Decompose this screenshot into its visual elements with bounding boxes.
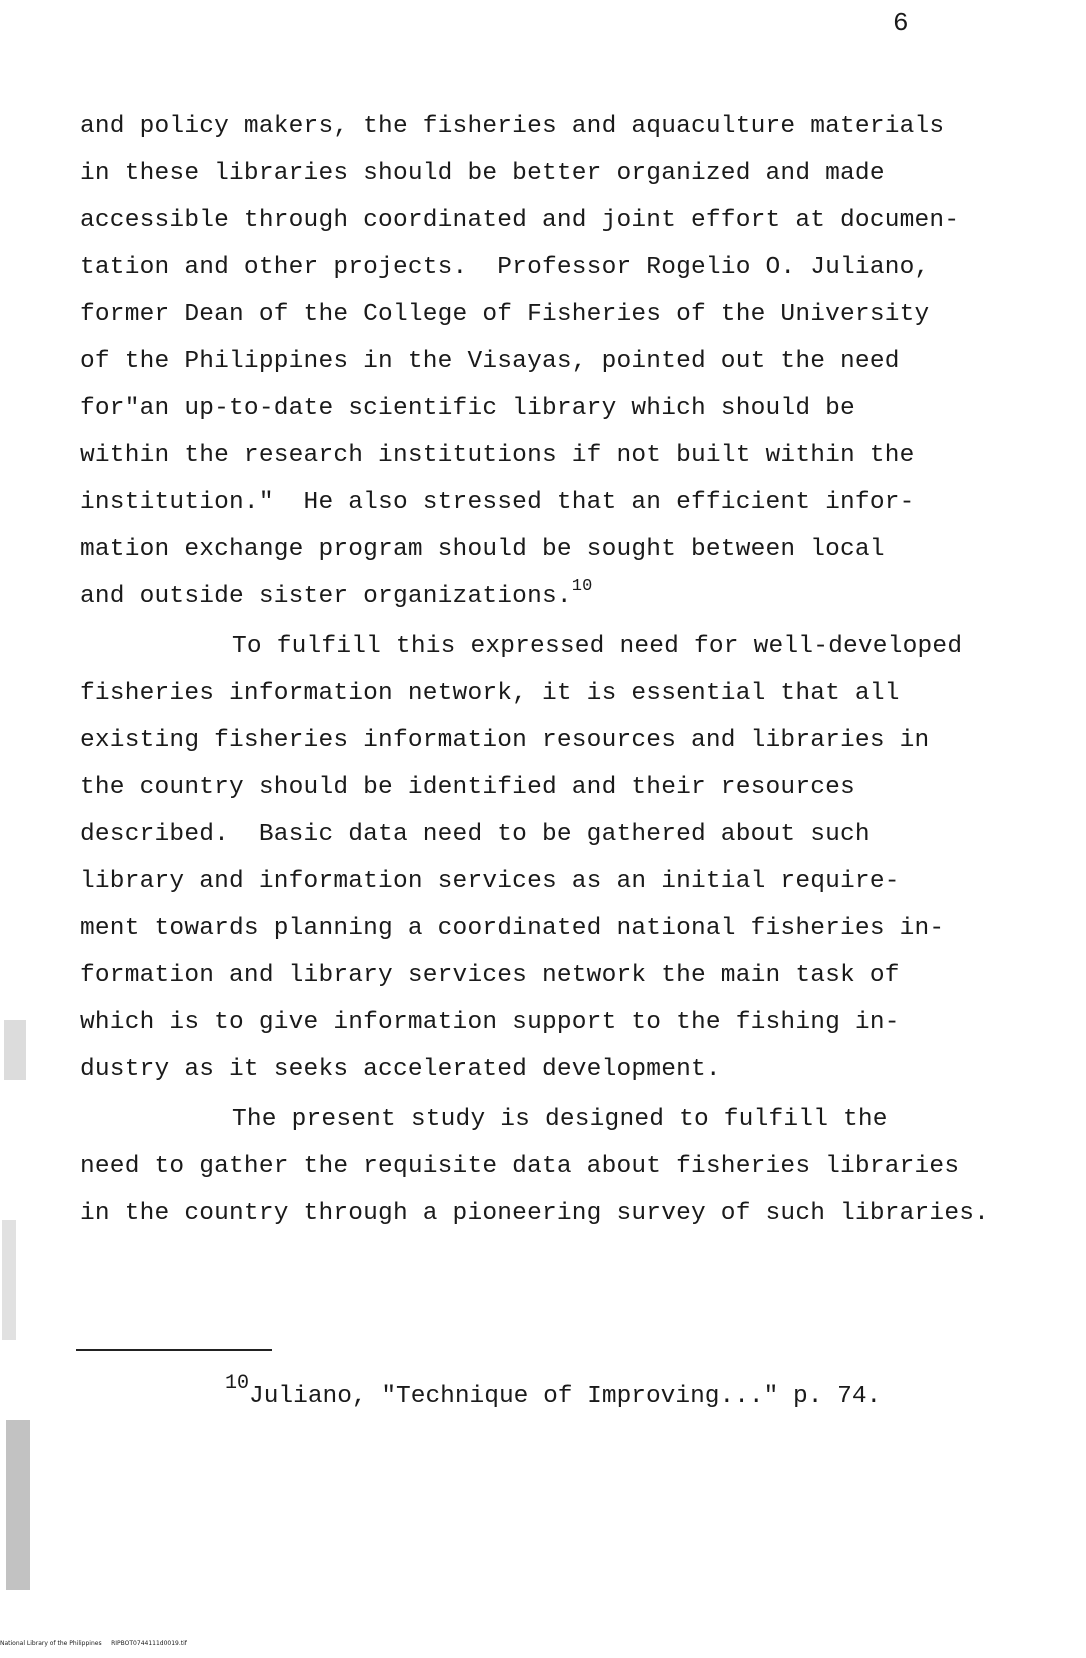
- text-line: for"an up-to-date scientific library which should be: [80, 395, 855, 422]
- text-line: The present study is designed to fulfill the: [232, 1106, 888, 1133]
- text-line: To fulfill this expressed need for well-developed: [232, 633, 963, 660]
- text-line: mation exchange program should be sought between local: [80, 536, 885, 563]
- text-line: ment towards planning a coordinated national fisheries in-: [80, 915, 945, 942]
- footnote: [225, 1372, 882, 1410]
- text-line: in the country through a pioneering survey of such libraries.: [80, 1200, 990, 1227]
- text-line: which is to give information support to the fishing in-: [80, 1009, 900, 1036]
- text-line: existing fisheries information resources and libraries in: [80, 727, 930, 754]
- text-line: described. Basic data need to be gathered about such: [80, 821, 870, 848]
- scan-artifact: [0, 1020, 42, 1590]
- text-line: accessible through coordinated and joint effort at documen-: [80, 207, 960, 234]
- text-line: and outside sister organizations.: [80, 583, 572, 610]
- text-line: the country should be identified and their resources: [80, 774, 855, 801]
- text-line: fisheries information network, it is essential that all: [80, 680, 900, 707]
- text-line: former Dean of the College of Fisheries of the University: [80, 301, 930, 328]
- text-line: of the Philippines in the Visayas, pointed out the need: [80, 348, 900, 375]
- text-line-with-ref: [80, 577, 593, 614]
- footnote-reference: 10: [571, 577, 593, 596]
- text-line: dustry as it seeks accelerated development.: [80, 1056, 721, 1083]
- footnote-text: Juliano, "Technique of Improving..." p. 74.: [249, 1383, 882, 1410]
- scan-footer: National Library of the Philippines RIPBOT0744111d0019.tif: [0, 1640, 187, 1647]
- text-line: institution." He also stressed that an efficient infor-: [80, 489, 915, 516]
- page-number: 6: [893, 8, 909, 38]
- text-line: formation and library services network the main task of: [80, 962, 900, 989]
- text-line: library and information services as an initial require-: [80, 868, 900, 895]
- text-line: need to gather the requisite data about fisheries libraries: [80, 1153, 960, 1180]
- text-line: in these libraries should be better organized and made: [80, 160, 885, 187]
- footnote-number: 10: [225, 1372, 250, 1395]
- text-line: within the research institutions if not built within the: [80, 442, 915, 469]
- text-line: and policy makers, the fisheries and aquaculture materials: [80, 113, 945, 140]
- footnote-divider: [76, 1349, 272, 1351]
- text-line: tation and other projects. Professor Rogelio O. Juliano,: [80, 254, 930, 281]
